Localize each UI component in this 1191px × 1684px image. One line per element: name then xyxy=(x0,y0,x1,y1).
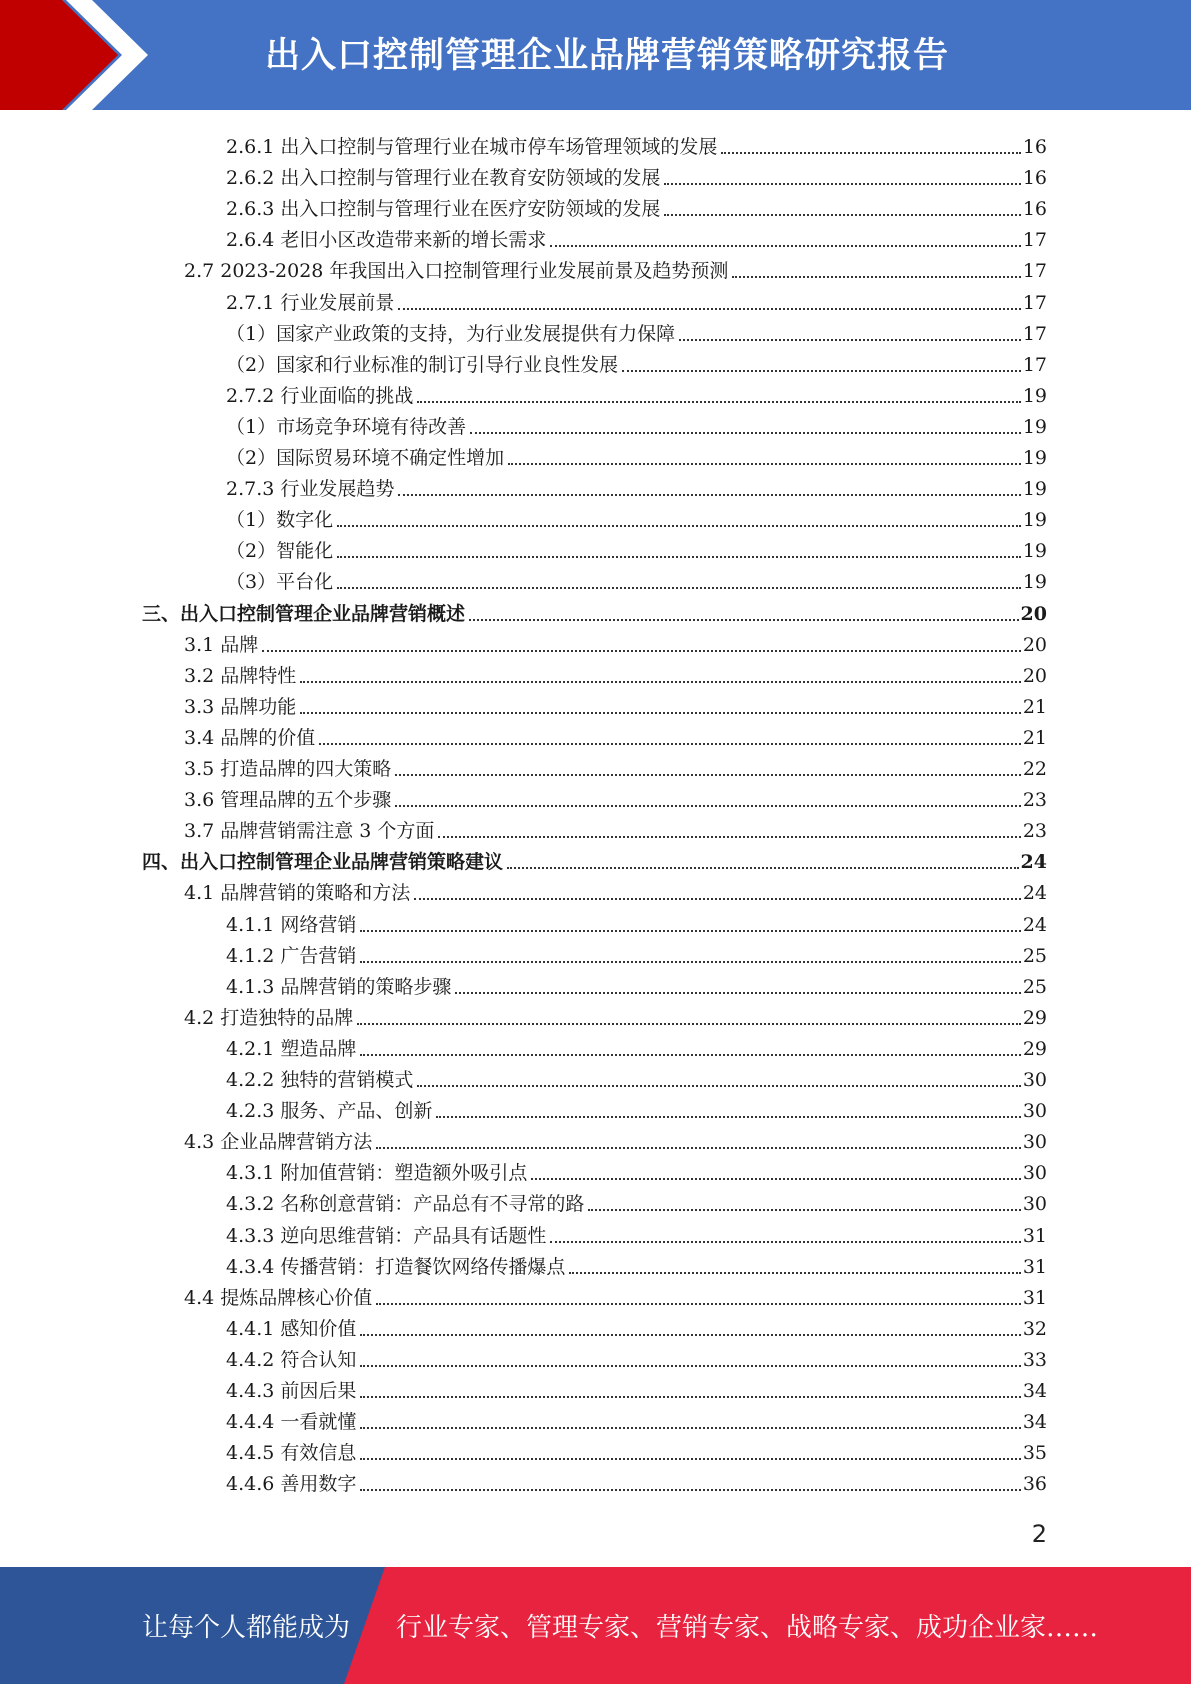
toc-entry-label: 4.4.4 一看就懂 xyxy=(226,1411,357,1434)
toc-entry-label: 3.6 管理品牌的五个步骤 xyxy=(184,789,392,812)
toc-entry-label: 4.4 提炼品牌核心价值 xyxy=(184,1286,373,1309)
toc-dot-leader xyxy=(360,1054,1020,1056)
toc-entry-page: 29 xyxy=(1022,1037,1047,1060)
toc-entry-page: 19 xyxy=(1022,540,1047,563)
toc-entry[interactable] xyxy=(226,1310,1047,1341)
toc-entry-label: 2.6.4 老旧小区改造带来新的增长需求 xyxy=(226,229,547,252)
footer-slogan-left: 让每个人都能成为 xyxy=(142,1613,351,1643)
toc-entry[interactable] xyxy=(184,688,1047,719)
toc-dot-leader xyxy=(417,401,1020,403)
toc-entry-page: 30 xyxy=(1022,1069,1047,1091)
toc-entry[interactable] xyxy=(226,1465,1047,1496)
toc-entry[interactable] xyxy=(226,408,1047,439)
toc-entry-label: （1）市场竞争环境有待改善 xyxy=(226,415,467,438)
toc-dot-leader xyxy=(469,619,1019,621)
toc-entry-label: 3.1 品牌 xyxy=(184,633,259,656)
toc-dot-leader xyxy=(622,370,1021,372)
toc-dot-leader xyxy=(360,1458,1020,1460)
toc-entry-label: （2）国际贸易环境不确定性增加 xyxy=(226,447,505,469)
toc-entry-label: 4.4.3 前因后果 xyxy=(226,1380,357,1402)
toc-entry-label: （3）平台化 xyxy=(226,571,334,594)
toc-entry[interactable] xyxy=(226,439,1047,470)
toc-entry-label: 4.2.1 塑造品牌 xyxy=(226,1037,357,1060)
toc-entry-page: 24 xyxy=(1022,913,1047,936)
toc-dot-leader xyxy=(360,961,1020,963)
toc-dot-leader xyxy=(337,525,1021,527)
toc-entry-page: 30 xyxy=(1022,1131,1047,1154)
toc-entry-page: 24 xyxy=(1020,851,1047,874)
toc-entry[interactable] xyxy=(226,1341,1047,1372)
toc-dot-leader xyxy=(732,276,1020,278)
toc-entry-page: 23 xyxy=(1022,820,1047,843)
toc-dot-leader xyxy=(721,152,1020,154)
toc-entry[interactable] xyxy=(226,563,1047,594)
toc-entry[interactable] xyxy=(226,190,1047,221)
toc-entry[interactable] xyxy=(226,1403,1047,1434)
toc-entry-page: 31 xyxy=(1022,1286,1047,1309)
toc-entry[interactable] xyxy=(226,937,1047,968)
toc-entry-label: 4.4.5 有效信息 xyxy=(226,1442,357,1465)
toc-entry-page: 32 xyxy=(1022,1317,1047,1340)
toc-entry-label: 2.7.3 行业发展趋势 xyxy=(226,478,395,501)
toc-dot-leader xyxy=(360,1427,1020,1429)
toc-dot-leader xyxy=(337,587,1021,589)
toc-entry[interactable] xyxy=(184,812,1047,843)
toc-dot-leader xyxy=(507,867,1019,869)
toc-entry-label: 2.7.2 行业面临的挑战 xyxy=(226,384,414,407)
toc-entry[interactable] xyxy=(226,1217,1047,1248)
toc-dot-leader xyxy=(550,245,1020,247)
toc-entry[interactable] xyxy=(226,128,1047,159)
toc-entry[interactable] xyxy=(226,532,1047,563)
toc-entry-page: 34 xyxy=(1022,1411,1047,1434)
toc-entry[interactable] xyxy=(142,843,1047,874)
toc-entry[interactable] xyxy=(226,1154,1047,1185)
toc-dot-leader xyxy=(376,1147,1021,1149)
toc-dot-leader xyxy=(360,1396,1020,1398)
toc-dot-leader xyxy=(398,494,1020,496)
toc-entry-page: 21 xyxy=(1022,695,1047,718)
toc-entry[interactable] xyxy=(226,159,1047,190)
toc-dot-leader xyxy=(360,1489,1020,1491)
toc-entry[interactable] xyxy=(226,377,1047,408)
toc-entry-label: （1）国家产业政策的支持，为行业发展提供有力保障 xyxy=(226,322,676,345)
toc-entry-label: （2）国家和行业标准的制订引导行业良性发展 xyxy=(226,353,619,376)
toc-entry-page: 30 xyxy=(1022,1162,1047,1185)
toc-entry-label: 四、出入口控制管理企业品牌营销策略建议 xyxy=(142,851,504,874)
toc-entry[interactable] xyxy=(184,1279,1047,1310)
toc-entry[interactable] xyxy=(226,346,1047,377)
toc-entry[interactable] xyxy=(184,874,1047,905)
toc-dot-leader xyxy=(395,774,1021,776)
toc-entry[interactable] xyxy=(226,284,1047,315)
toc-entry[interactable] xyxy=(226,968,1047,999)
toc-entry-page: 25 xyxy=(1022,975,1047,998)
toc-entry-page: 33 xyxy=(1022,1348,1047,1371)
toc-entry-label: 2.7 2023-2028 年我国出入口控制管理行业发展前景及趋势预测 xyxy=(184,260,729,283)
toc-entry-label: 4.3.1 附加值营销：塑造额外吸引点 xyxy=(226,1162,528,1185)
toc-entry-page: 25 xyxy=(1022,944,1047,967)
toc-entry-label: 4.4.1 感知价值 xyxy=(226,1317,357,1340)
toc-dot-leader xyxy=(569,1272,1020,1274)
toc-entry-page: 29 xyxy=(1022,1006,1047,1029)
toc-entry-label: 3.7 品牌营销需注意 3 个方面 xyxy=(184,820,435,843)
toc-entry-label: 4.1 品牌营销的策略和方法 xyxy=(184,882,411,905)
toc-dot-leader xyxy=(436,1116,1020,1118)
toc-dot-leader xyxy=(398,308,1020,310)
toc-entry[interactable] xyxy=(184,252,1047,283)
toc-entry[interactable] xyxy=(226,1030,1047,1061)
footer-slogan-right: 行业专家、管理专家、营销专家、战略专家、成功企业家…… xyxy=(396,1613,1099,1643)
toc-entry-label: 4.4.6 善用数字 xyxy=(226,1473,357,1496)
toc-entry[interactable] xyxy=(142,595,1047,626)
toc-entry-label: 4.2 打造独特的品牌 xyxy=(184,1006,354,1029)
toc-entry-label: 2.6.1 出入口控制与管理行业在城市停车场管理领域的发展 xyxy=(226,136,718,158)
toc-entry-page: 23 xyxy=(1022,789,1047,812)
toc-entry[interactable] xyxy=(226,1092,1047,1123)
toc-entry-page: 20 xyxy=(1020,602,1047,625)
toc-dot-leader xyxy=(395,805,1021,807)
toc-dot-leader xyxy=(319,743,1021,745)
toc-entry-page: 30 xyxy=(1022,1100,1047,1123)
toc-entry-page: 19 xyxy=(1022,384,1047,407)
toc-dot-leader xyxy=(531,1178,1020,1180)
toc-entry-page: 17 xyxy=(1022,229,1047,252)
toc-dot-leader xyxy=(262,650,1021,652)
toc-entry-page: 17 xyxy=(1022,322,1047,345)
toc-entry-page: 31 xyxy=(1022,1224,1047,1247)
toc-entry-label: 4.4.2 符合认知 xyxy=(226,1348,357,1371)
toc-entry-page: 19 xyxy=(1022,509,1047,532)
toc-entry-label: 2.6.3 出入口控制与管理行业在医疗安防领域的发展 xyxy=(226,198,661,221)
toc-entry-label: 4.1.2 广告营销 xyxy=(226,944,357,967)
toc-dot-leader xyxy=(455,992,1020,994)
toc-dot-leader xyxy=(470,432,1021,434)
page-footer xyxy=(0,1567,1191,1684)
toc-entry-label: 4.2.3 服务、产品、创新 xyxy=(226,1100,433,1123)
toc-entry-label: 4.1.3 品牌营销的策略步骤 xyxy=(226,975,452,998)
toc-entry-label: （1）数字化 xyxy=(226,509,334,532)
toc-entry[interactable] xyxy=(226,1434,1047,1465)
toc-entry-page: 20 xyxy=(1022,633,1047,656)
toc-entry-page: 16 xyxy=(1022,167,1047,190)
toc-entry[interactable] xyxy=(184,750,1047,781)
toc-dot-leader xyxy=(360,1334,1020,1336)
toc-dot-leader xyxy=(360,1365,1020,1367)
toc-dot-leader xyxy=(664,183,1020,185)
toc-entry[interactable] xyxy=(226,1061,1047,1092)
toc-entry-page: 17 xyxy=(1022,260,1047,283)
toc-entry-label: 2.7.1 行业发展前景 xyxy=(226,291,395,314)
toc-dot-leader xyxy=(337,556,1021,558)
toc-entry-label: 4.2.2 独特的营销模式 xyxy=(226,1069,414,1091)
toc-entry[interactable] xyxy=(226,315,1047,346)
toc-entry-page: 17 xyxy=(1022,353,1047,376)
toc-entry-label: 2.6.2 出入口控制与管理行业在教育安防领域的发展 xyxy=(226,167,661,190)
toc-dot-leader xyxy=(588,1209,1020,1211)
toc-entry-page: 31 xyxy=(1022,1255,1047,1278)
toc-entry-page: 19 xyxy=(1022,415,1047,438)
toc-entry-label: （2）智能化 xyxy=(226,540,334,563)
toc-dot-leader xyxy=(414,898,1021,900)
toc-entry-page: 17 xyxy=(1022,291,1047,314)
toc-entry-label: 4.3.3 逆向思维营销：产品具有话题性 xyxy=(226,1224,547,1247)
toc-entry[interactable] xyxy=(184,781,1047,812)
toc-entry-label: 3.2 品牌特性 xyxy=(184,664,297,687)
page-header xyxy=(0,0,1191,110)
toc-dot-leader xyxy=(679,339,1021,341)
toc-dot-leader xyxy=(438,836,1020,838)
report-title: 出入口控制管理企业品牌营销策略研究报告 xyxy=(265,36,950,76)
toc-entry[interactable] xyxy=(184,1123,1047,1154)
page-number: 2 xyxy=(1031,1520,1047,1548)
toc-entry[interactable] xyxy=(226,221,1047,252)
toc-entry-page: 20 xyxy=(1022,664,1047,687)
toc-dot-leader xyxy=(357,1023,1021,1025)
toc-entry[interactable] xyxy=(184,626,1047,657)
toc-entry-label: 3.3 品牌功能 xyxy=(184,695,297,718)
toc-dot-leader xyxy=(300,681,1021,683)
toc-entry[interactable] xyxy=(184,657,1047,688)
toc-entry[interactable] xyxy=(184,999,1047,1030)
toc-entry-page: 34 xyxy=(1022,1380,1047,1402)
toc-dot-leader xyxy=(508,463,1021,465)
toc-dot-leader xyxy=(376,1303,1021,1305)
toc-entry[interactable] xyxy=(226,1248,1047,1279)
toc-entry-page: 21 xyxy=(1022,726,1047,749)
toc-entry-label: 4.3.4 传播营销：打造餐饮网络传播爆点 xyxy=(226,1255,566,1278)
toc-dot-leader xyxy=(664,214,1020,216)
toc-dot-leader xyxy=(360,930,1020,932)
toc-entry[interactable] xyxy=(226,1372,1047,1403)
toc-dot-leader xyxy=(300,712,1021,714)
toc-dot-leader xyxy=(550,1241,1020,1243)
toc-entry-page: 35 xyxy=(1022,1442,1047,1465)
toc-entry[interactable] xyxy=(226,906,1047,937)
toc-entry-page: 24 xyxy=(1022,882,1047,905)
toc-entry-label: 4.3.2 名称创意营销：产品总有不寻常的路 xyxy=(226,1193,585,1216)
toc-entry-page: 19 xyxy=(1022,478,1047,501)
toc-dot-leader xyxy=(417,1085,1020,1087)
toc-entry-label: 3.5 打造品牌的四大策略 xyxy=(184,758,392,780)
toc-entry-page: 30 xyxy=(1022,1193,1047,1216)
toc-entry-label: 4.1.1 网络营销 xyxy=(226,913,357,936)
toc-entry-label: 3.4 品牌的价值 xyxy=(184,726,316,749)
toc-entry-label: 三、出入口控制管理企业品牌营销概述 xyxy=(142,602,466,625)
toc-entry-label: 4.3 企业品牌营销方法 xyxy=(184,1131,373,1154)
toc-entry[interactable] xyxy=(184,719,1047,750)
toc-entry-page: 19 xyxy=(1022,571,1047,594)
toc-entry[interactable] xyxy=(226,1185,1047,1216)
toc-entry[interactable] xyxy=(226,470,1047,501)
toc-entry-page: 19 xyxy=(1022,447,1047,469)
toc-entry-page: 22 xyxy=(1022,758,1047,780)
toc-entry-page: 36 xyxy=(1022,1473,1047,1496)
toc-entry[interactable] xyxy=(226,501,1047,532)
toc-entry-page: 16 xyxy=(1022,198,1047,221)
toc-entry-page: 16 xyxy=(1022,136,1047,158)
